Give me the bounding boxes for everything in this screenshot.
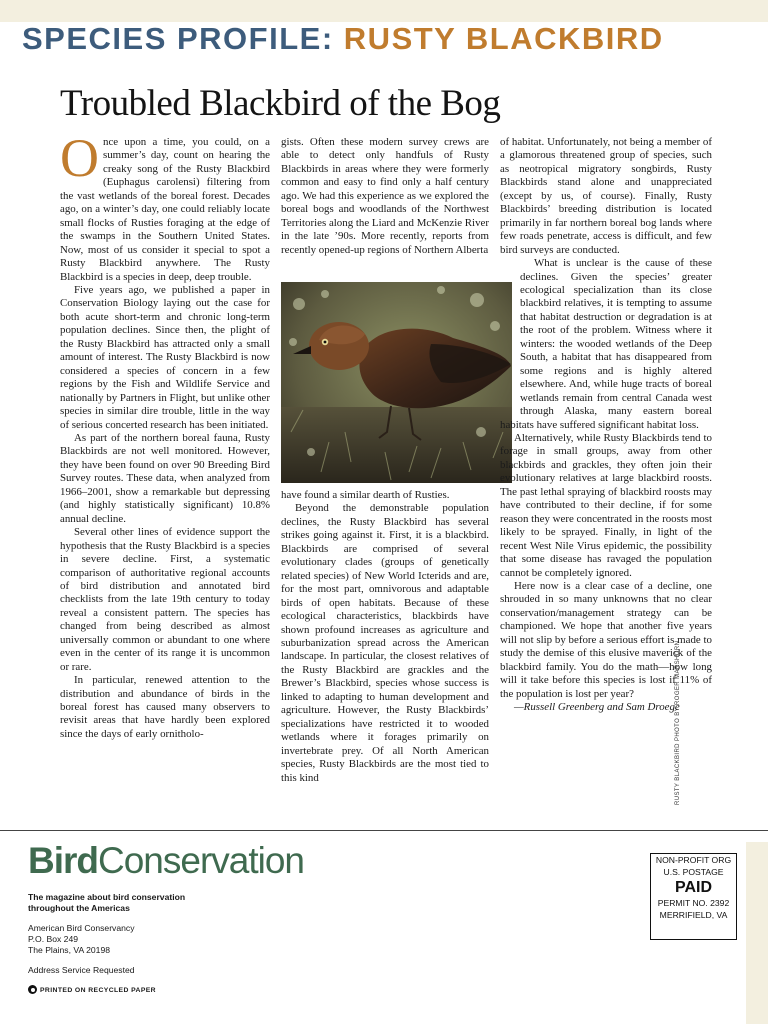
postage-indicia [650,853,737,940]
article-paragraph: gists. Often these modern survey crews are able to detect only handfuls of Rusty Blackbirds in areas where they were formerly common and easy to find only a half century ago. We had this experience as we explored the boreal bogs and woodlands of the Northwest Territories along the Liard and McKenzie River in the late ’90s. More recently, reports from recently opened-up regions of Northern Alberta [281,136,489,256]
photo-credit: RUSTY BLACKBIRD PHOTO BY ROGER MARSHORN [675,640,681,805]
city-state-zip: The Plains, VA 20198 [28,945,111,955]
article-paragraph: Alternatively, while Rusty Blackbirds tend to forage in small groups, away from other blackbirds and grackles, they often join their evolutionary relatives at large blackbird roosts. The past lethal spraying of blackbird roosts may have contributed to their decline, if for some reason they were concentrated in the roosts most likely to be sprayed. Finally, in light of the recent West Nile Virus epidemic, the possibility that some disease has ravaged the population cannot be completely ignored. [500,431,712,579]
postage-permit: PERMIT NO. 2392 [657,898,730,908]
article-paragraph: Five years ago, we published a paper in Conservation Biology laying out the case for both acute short-term and chronic long-term population declines. Since then, the plight of the Rusty Blackbird has attracted only a small amount of interest. The Rusty Blackbird is now considered a species of concern in a few regions by the Fish and Wildlife Service and nationally by Partners in Flight, but unlike other species in similar dire trouble, little in the way of serious concerted research has been initiated. [60,283,270,431]
magazine-logo [28,838,304,884]
article-paragraph: of habitat. Unfortunately, not being a member of a glamorous threatened group of species, such as neotropical migratory songbirds, Rusty Blackbirds stand alone and unappreciated (except by us, of course). Finally, Rusty Blackbirds’ breeding distribution is located primarily in far northern boreal bog lands where few roads penetrate, access is difficult, and few bird surveys are conducted. [500,136,712,256]
photo-wrap-spacer [500,257,520,407]
article-headline: Troubled Blackbird of the Bog [60,83,501,124]
article-column-1 [60,128,270,741]
article-paragraph [60,128,270,284]
logo-part-conservation: Conservation [98,840,305,881]
byline: —Russell Greenberg and Sam Droege [514,701,680,714]
logo-part-bird: Bird [28,840,98,881]
drop-cap: O [60,128,99,188]
tagline-line-1: The magazine about bird conservation [28,892,186,902]
article-paragraph: In particular, renewed attention to the distribution and abundance of birds in the boreal forest has caused many observers to revisit areas that have hardly been explored since the days of early ornitholo- [60,674,270,740]
kicker-prefix: SPECIES PROFILE: [22,21,334,56]
article-paragraph: Beyond the demonstrable population declines, the Rusty Blackbird has several strikes going against it. First, it is a blackbird. Blackbirds are comprised of several evolutionary clades (groups of genetically related species) of New World Icterids and are, for the most part, omnivorous and adaptable birds of open habitats. Because of these ecological characteristics, blackbirds have shown profound increases as agriculture and suburbanization spread across the American landscape. In particular, the closest relatives of the Rusty Blackbird are grackles and the Brewer’s Blackbird, species whose success is linked to adapting to human development and agriculture. However, the Rusty Blackbirds’ specializations have restricted it to wooded wetlands where it forages primarily on invertebrate prey. Of all North American species, Rusty Blackbirds are the most tied to this kind [281,502,489,784]
tagline-line-2: throughout the Americas [28,903,130,913]
kicker-subject: RUSTY BLACKBIRD [343,21,664,56]
article-paragraph: As part of the northern boreal fauna, Rusty Blackbirds are not well monitored. However, they have been found on over 90 Breeding Bird Survey routes. These data, when analyzed from 1966–2001, show a remarkable but depressing (and highly statistically significant) 10.8% annual decline. [60,431,270,525]
footer-divider [0,830,768,831]
po-box: P.O. Box 249 [28,934,79,944]
recycled-text: PRINTED ON RECYCLED PAPER [40,987,156,994]
recycle-icon [28,985,37,994]
article-paragraph: What is unclear is the cause of these declines. Given the species’ greater ecological specialization than its close blackbird relatives, it is tempting to assume that habitat destruction or degradation is at the root of the problem. Witness where it winters: the wooded wetlands of the Deep South, a habitat that has disappeared from some regions and is highly altered elsewhere. And, while huge tracts of boreal wetlands remain from central Canada west through Alaska, many eastern boreal habitats have suffered significant habitat loss. [500,257,712,431]
article-column-2-bottom [281,489,489,785]
bird-illustration [281,282,512,483]
article-column-2-top [281,136,489,257]
paragraph-text: nce upon a time, you could, on a summer’s day, count on hearing the creaky song of the Rusty Blackbird (Euphagus carolensi) filtering from the vast wetlands of the boreal forest. Decades ago, on a winter’s day, one could reliably locate small flocks of Rusties foraging at the edge of the swamps in the Southern United States. Now, most of us consider it special to spot a Rusty Blackbird anywhere. The Rusty Blackbird is a species in deep, deep trouble. [60,136,270,283]
side-color-band [746,842,768,1024]
postage-line-2: U.S. POSTAGE [663,867,724,877]
article-paragraph: Here now is a clear case of a decline, one shrouded in so many unknowns that no clear conservation/management strategy can be championed. We hope that another five years will not slip by before a serious effort is made to study the demise of this elusive maverick of the blackbird family. You do the math—how long will it take before this species is lost if 11% of the population is lost per year? [500,579,712,700]
article-column-3 [500,136,712,714]
postage-city: MERRIFIELD, VA [659,910,728,920]
org-name: American Bird Conservancy [28,923,135,933]
article-paragraph: Several other lines of evidence support the hypothesis that the Rusty Blackbird is a species in severe decline. First, a systematic comparison of authoritative regional accounts of bird distribution and annotated bird checklists from the late 19th century to today reveal a consistent pattern. The species has changed from being described as almost universally common or abundant to one where even in the center of its range it is uncommon or rare. [60,526,270,673]
article-paragraph: have found a similar dearth of Rusties. [281,489,450,501]
postage-line-1: NON-PROFIT ORG [655,855,732,865]
recycled-paper-note [28,985,156,994]
rusty-blackbird-photo [281,282,512,483]
postage-paid: PAID [674,879,713,896]
section-kicker [22,19,664,59]
address-service-requested: Address Service Requested [28,965,135,975]
